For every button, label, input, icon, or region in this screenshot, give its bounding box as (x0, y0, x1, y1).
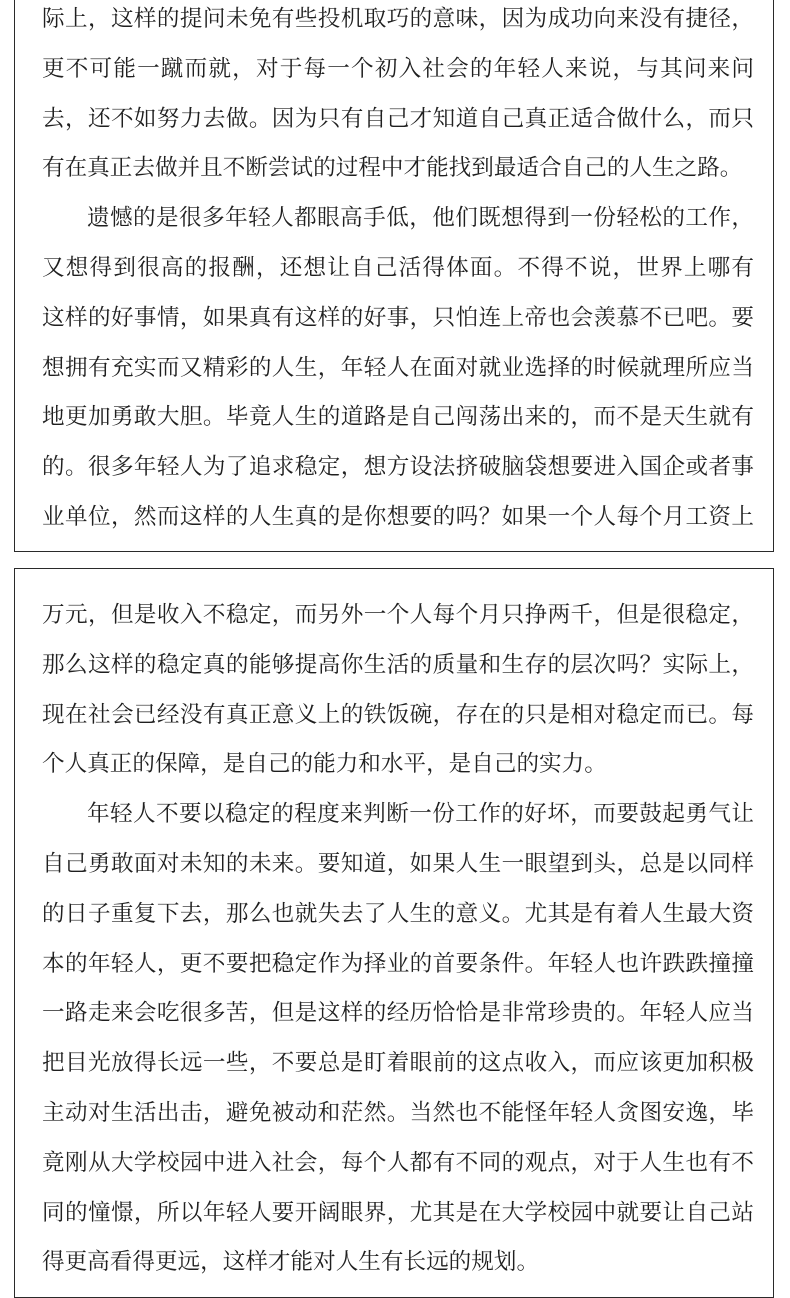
text-line: 更不可能一蹴而就，对于每一个初入社会的年轻人来说，与其问来问 (42, 55, 754, 82)
text-line: 那么这样的稳定真的能够提高你生活的质量和生存的层次吗？实际上， (42, 651, 754, 678)
text-line: 的。很多年轻人为了追求稳定，想方设法挤破脑袋想要进入国企或者事 (42, 454, 754, 481)
text-line: 想拥有充实而又精彩的人生，年轻人在面对就业选择的时候就理所应当 (42, 354, 754, 381)
text-line: 一路走来会吃很多苦，但是这样的经历恰恰是非常珍贵的。年轻人应当 (42, 1000, 754, 1027)
text-line: 这样的好事情，如果真有这样的好事，只怕连上帝也会羡慕不已吧。要 (42, 304, 754, 331)
page-1-text (42, 0, 754, 543)
text-line: 竟刚从大学校园中进入社会，每个人都有不同的观点，对于人生也有不 (42, 1149, 754, 1176)
text-line: 现在社会已经没有真正意义上的铁饭碗，存在的只是相对稳定而已。每 (42, 701, 754, 728)
text-line: 业单位，然而这样的人生真的是你想要的吗？如果一个人每个月工资上 (42, 503, 754, 530)
page-2-text (42, 591, 754, 1288)
page-2 (14, 568, 774, 1298)
text-line: 个人真正的保障，是自己的能力和水平，是自己的实力。 (42, 751, 607, 778)
text-line: 万元，但是收入不稳定，而另外一个人每个月只挣两千，但是很稳定， (42, 602, 754, 628)
text-line: 把目光放得长远一些，不要总是盯着眼前的这点收入，而应该更加积极 (42, 1050, 754, 1077)
paragraph-first-line: 遗憾的是很多年轻人都眼高手低，他们既想得到一份轻松的工作， (87, 205, 754, 232)
text-line: 地更加勇敢大胆。毕竟人生的道路是自己闯荡出来的，而不是天生就有 (42, 404, 754, 431)
text-line: 同的憧憬，所以年轻人要开阔眼界，尤其是在大学校园中就要让自己站 (42, 1199, 754, 1226)
text-line: 主动对生活出击，避免被动和茫然。当然也不能怪年轻人贪图安逸，毕 (42, 1099, 754, 1126)
text-line: 又想得到很高的报酬，还想让自己活得体面。不得不说，世界上哪有 (42, 254, 754, 281)
page-1 (14, 0, 774, 552)
text-line: 去，还不如努力去做。因为只有自己才知道自己真正适合做什么，而只 (42, 105, 754, 132)
text-line: 本的年轻人，更不要把稳定作为择业的首要条件。年轻人也许跌跌撞撞 (42, 950, 754, 977)
text-line: 得更高看得更远，这样才能对人生有长远的规划。 (42, 1249, 540, 1276)
text-line: 的日子重复下去，那么也就失去了人生的意义。尤其是有着人生最大资 (42, 900, 754, 927)
paragraph-first-line: 年轻人不要以稳定的程度来判断一份工作的好坏，而要鼓起勇气让 (87, 801, 754, 828)
text-line: 际上，这样的提问未免有些投机取巧的意味，因为成功向来没有捷径， (42, 6, 754, 32)
text-line: 有在真正去做并且不断尝试的过程中才能找到最适合自己的人生之路。 (42, 155, 743, 182)
text-line: 自己勇敢面对未知的未来。要知道，如果人生一眼望到头，总是以同样 (42, 850, 754, 877)
